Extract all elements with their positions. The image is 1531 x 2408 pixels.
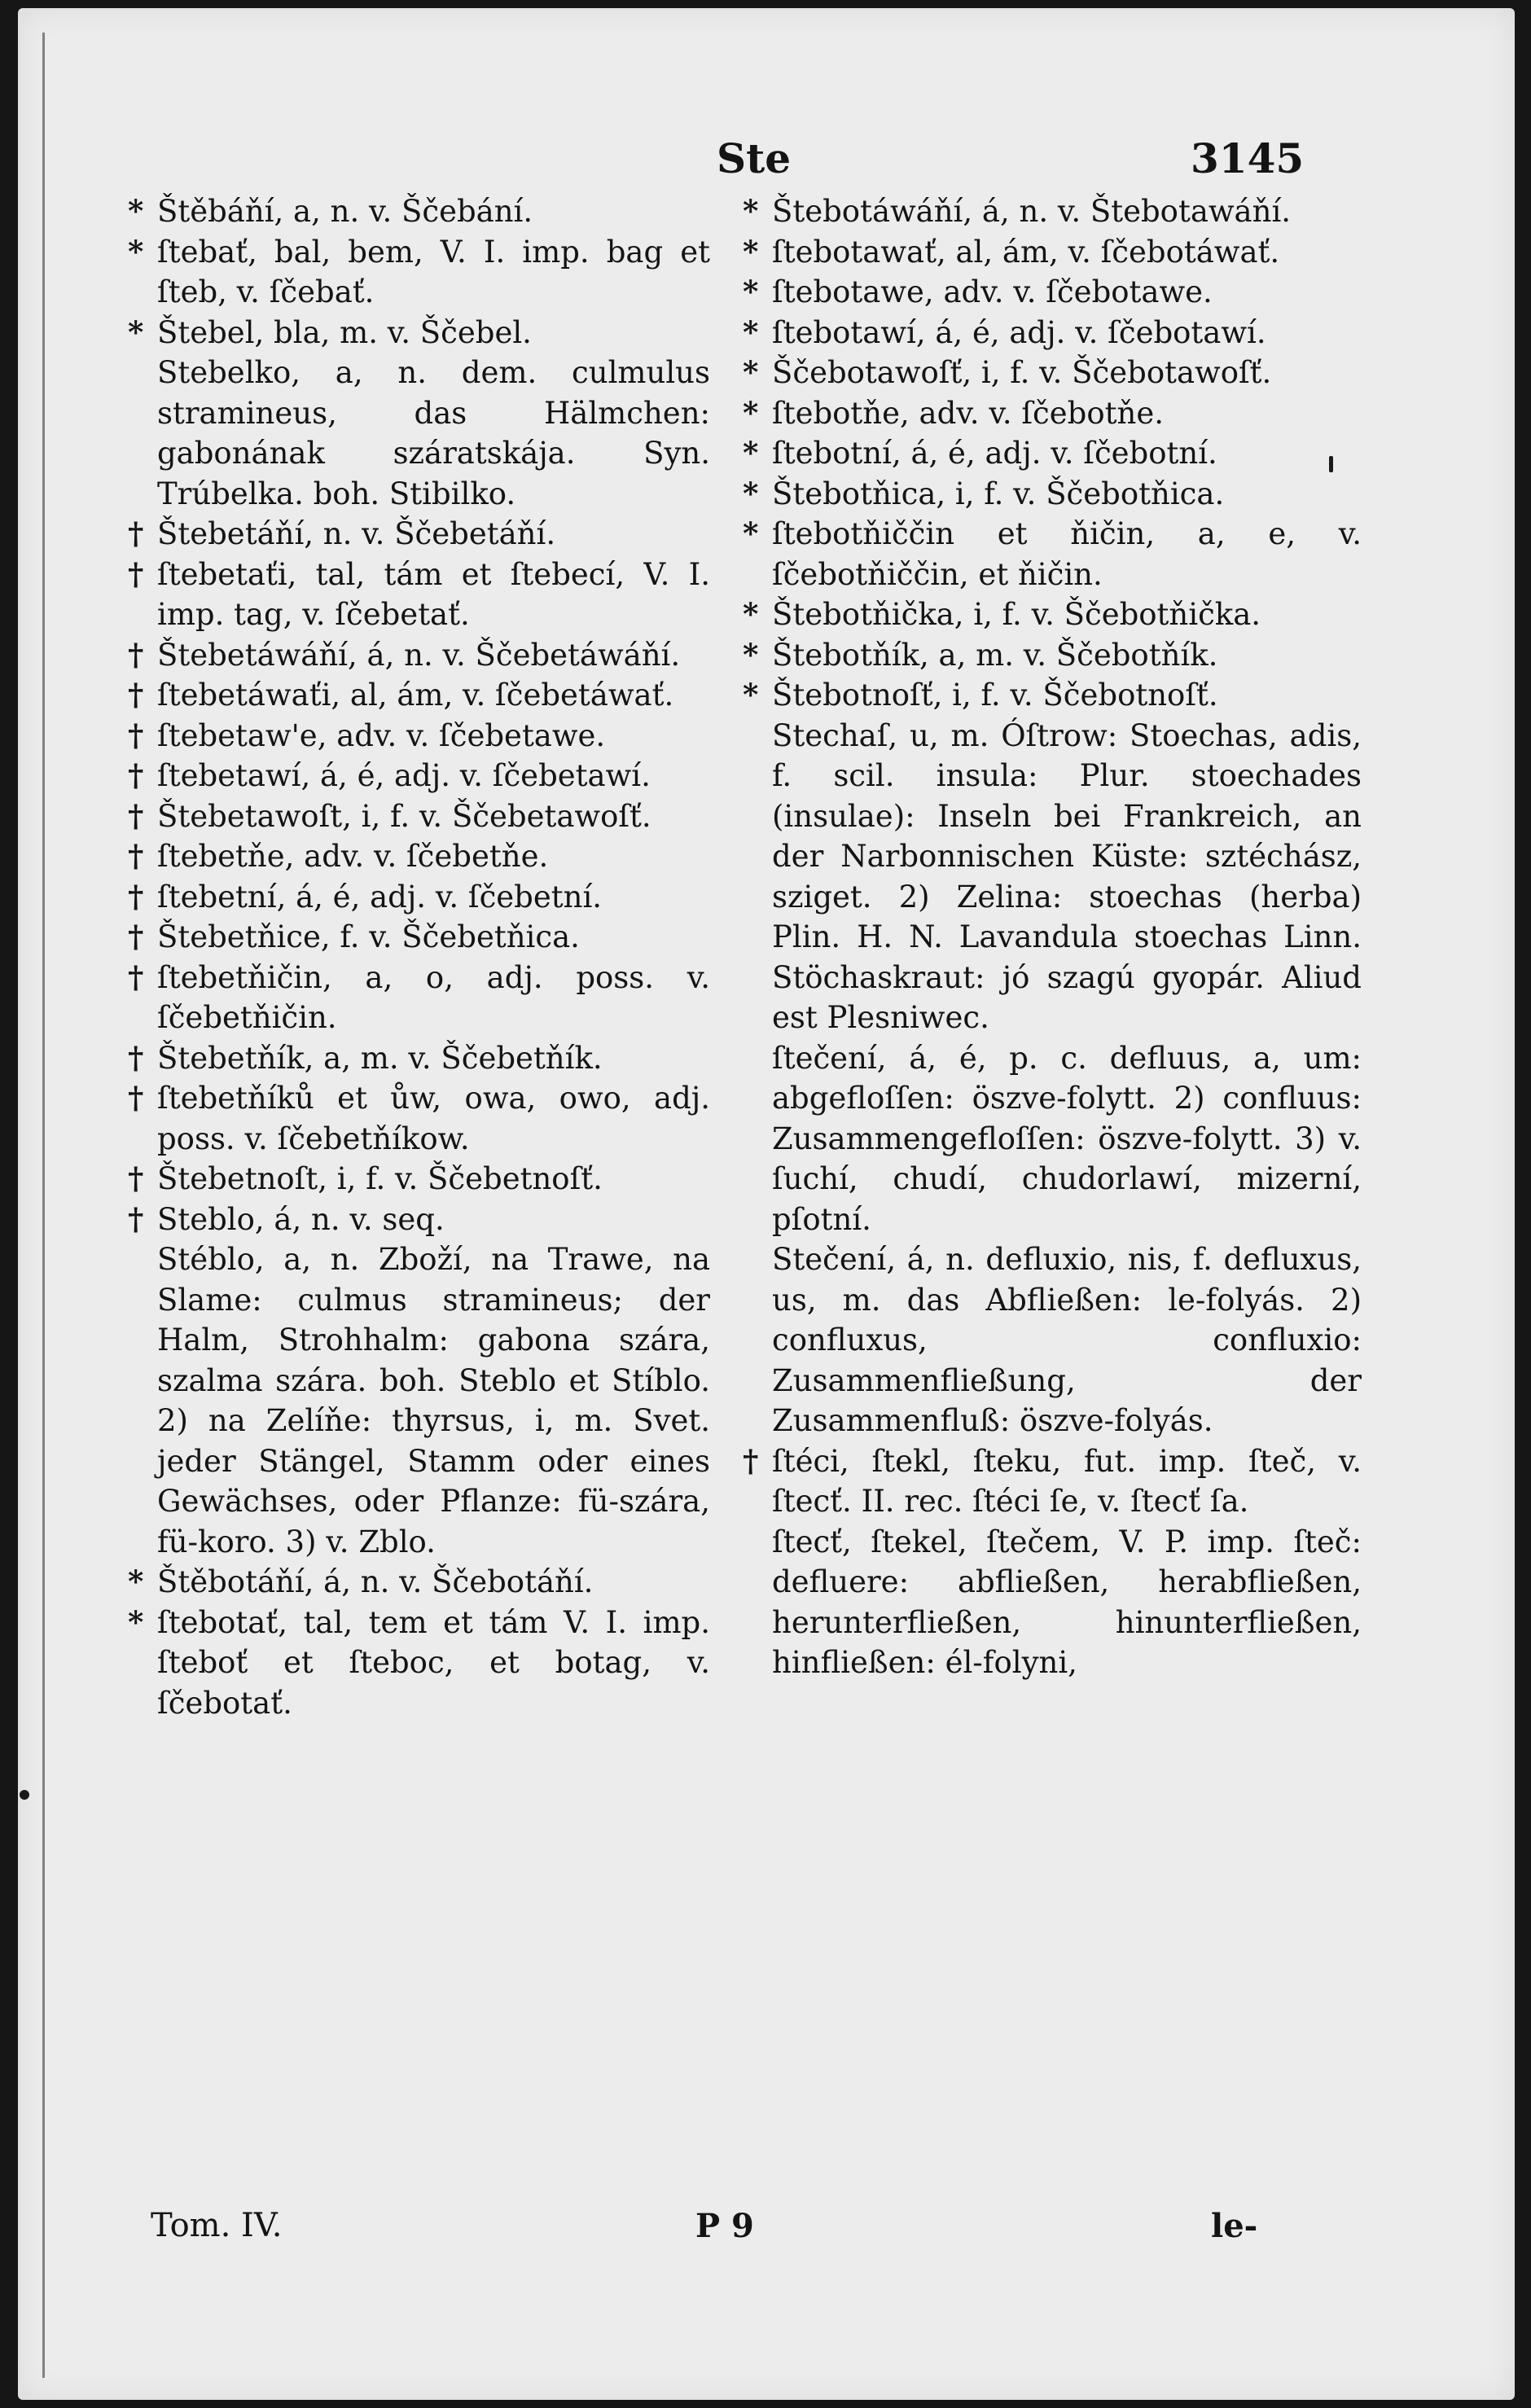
dictionary-entry [128,353,710,514]
dictionary-entry [128,1038,710,1079]
dictionary-entry [128,191,710,232]
entry-marker: * [743,515,759,551]
entry-marker: † [128,677,144,713]
entry-text: Štebetawoſt, i, f. v. Ščebetawoſť. [157,798,651,834]
entry-text: Stebelko, a, n. dem. culmulus stramineus, das Hälmchen: gabonának száratskája. Syn. Trúbelka. boh. Stibilko. [157,355,710,511]
entry-text: Štebel, bla, m. v. Ščebel. [157,314,532,350]
dictionary-entry [128,796,710,837]
binding-gutter [42,33,45,2378]
entry-marker: * [743,233,759,270]
dictionary-entry [743,1441,1362,1522]
entry-text: ſtečení, á, é, p. c. defluus, a, um: abgefloſſen: öszve-folytt. 2) confluus: Zusammengefloſſen: öszve-folytt. 3) v. ſuchí, chudí, chudorlawí, mizerní, pſotní. [772,1040,1362,1237]
entry-marker: † [743,1442,759,1479]
dictionary-entry [128,716,710,757]
entry-text: ſtebotať, tal, tem et tám V. I. imp. ſteboť et ſteboc, et botag, v. ſčebotať. [157,1604,710,1721]
catchword: le- [1211,2207,1258,2245]
dictionary-entry [743,433,1362,474]
entry-text: ſtebetňičin, a, o, adj. poss. v. ſčebetňičin. [157,959,710,1035]
ink-speck [1329,456,1333,472]
entry-marker: † [128,555,144,592]
dictionary-entry [743,232,1362,273]
entry-text: Štebetňík, a, m. v. Ščebetňík. [157,1040,603,1076]
entry-marker: * [128,1564,144,1599]
entry-text: ſtebetaw'e, adv. v. ſčebetawe. [157,717,606,753]
dictionary-entry [743,313,1362,353]
entry-text: Stečení, á, n. defluxio, nis, f. defluxus, us, m. das Abfließen: le-folyás. 2) confluxus, confluxio: Zusammenfließung, der Zusammenfluß: öszve-folyás. [772,1242,1362,1438]
entry-text: ſtebetňe, adv. v. ſčebetňe. [157,839,549,874]
dictionary-entry [743,393,1362,434]
running-head-word: Ste [717,134,792,182]
entry-marker: † [128,878,144,915]
entry-marker: * [128,193,144,229]
entry-text: Štebotňica, i, f. v. Ščebotňica. [772,476,1225,511]
dictionary-entry [743,675,1362,716]
entry-text: Steblo, á, n. v. seq. [157,1201,445,1237]
entry-text: Štebetnoſt, i, f. v. Ščebetnoſť. [157,1161,603,1196]
dictionary-entry [743,353,1362,393]
dictionary-entry [128,232,710,313]
dictionary-entry [743,594,1362,635]
entry-marker: * [743,596,759,632]
dictionary-entry [743,191,1362,232]
dictionary-entry [128,1603,710,1724]
dictionary-entry [128,1562,710,1603]
entry-text: ſtecť, ſtekel, ſtečem, V. P. imp. ſteč: defluere: abfließen, herabfließen, herunterfließen, hinunterfließen, hinfließen: él-folyni, [772,1524,1362,1680]
entry-marker: † [128,838,144,874]
entry-text: ſtebetaťi, tal, tám et ſtebecí, V. I. imp. tag, v. ſčebetať. [157,556,710,632]
dictionary-entry [743,514,1362,594]
signature-mark: P 9 [695,2207,754,2245]
entry-marker: † [128,1200,144,1237]
entry-marker: † [128,958,144,995]
volume-label: Tom. IV. [151,2207,283,2244]
entry-marker: * [743,193,759,229]
dictionary-entry [743,1239,1362,1441]
ink-speck [20,1790,29,1800]
dictionary-entry [128,1200,710,1240]
entry-text: Štebetáwáňí, á, n. v. Ščebetáwáňí. [157,637,681,673]
entry-marker: † [128,1160,144,1196]
dictionary-entry [128,1239,710,1562]
entry-text: Ščebotawoſť, i, f. v. Ščebotawoſť. [772,355,1272,390]
entry-text: ſtéci, ſtekl, ſteku, fut. imp. ſteč, v. ſtecť. II. rec. ſtéci ſe, v. ſtecť ſa. [772,1443,1362,1519]
entry-text: Štebotňička, i, f. v. Ščebotňička. [772,597,1261,632]
dictionary-entry [128,836,710,877]
dictionary-entry [128,1078,710,1159]
entry-marker: † [128,1039,144,1076]
entry-text: ſtebotňe, adv. v. ſčebotňe. [772,395,1164,431]
entry-text: ſtebotawí, á, é, adj. v. ſčebotawí. [772,314,1266,350]
dictionary-entry [128,756,710,796]
dictionary-entry [128,514,710,555]
running-head [18,134,1515,183]
entry-marker: * [743,475,759,511]
right-column [743,191,1362,1683]
entry-marker: † [128,757,144,793]
entry-text: Štěbáňí, a, n. v. Ščebání. [157,194,533,229]
dictionary-entry [743,716,1362,1038]
entry-text: ſtebať, bal, bem, V. I. imp. bag et ſteb, v. ſčebať. [157,234,710,309]
dictionary-entry [128,675,710,716]
entry-text: ſtebetáwaťi, al, ám, v. ſčebetáwať. [157,678,674,713]
entry-marker: * [743,636,759,673]
entry-marker: † [128,636,144,673]
entry-marker: † [128,1080,144,1116]
entry-text: Stéblo, a, n. Zboží, na Trawe, na Slame: culmus stramineus; der Halm, Strohhalm: gabona szára, szalma szára. boh. Steblo et Stíblo. 2) na Zelíňe: thyrsus, i, m. Svet. jeder Stängel, Stamm oder eines Gewächses, oder Pflanze: fü-szára, fü-koro. 3) v. Zblo. [157,1242,710,1559]
entry-marker: † [128,919,144,954]
entry-text: Stechaſ, u, m. Óſtrow: Stoechas, adis, f. scil. insula: Plur. stoechades (insulae): Inseln bei Frankreich, an der Narbonnischen Küste: sztéchász, sziget. 2) Zelina: stoechas (herba) Plin. H. N. Lavandula stoechas Linn. Stöchaskraut: jó szagú gyopár. Aliud est Plesniwec. [772,717,1362,1035]
entry-text: ſtebotawať, al, ám, v. ſčebotáwať. [772,234,1280,270]
entry-marker: * [128,1603,144,1640]
entry-marker: * [743,354,759,390]
entry-text: Štebotnoſť, i, f. v. Ščebotnoſť. [772,678,1218,713]
page-number: 3145 [1191,134,1305,182]
entry-marker: † [128,797,144,834]
entry-marker: * [743,677,759,713]
entry-marker: * [743,435,759,471]
page-footer [18,2207,1515,2256]
entry-text: ſtebotawe, adv. v. ſčebotawe. [772,274,1213,309]
entry-text: Štěbotáňí, á, n. v. Ščebotáňí. [157,1564,594,1599]
dictionary-entry [128,555,710,635]
entry-marker: † [128,717,144,753]
dictionary-entry [743,474,1362,515]
entry-text: ſtebetawí, á, é, adj. v. ſčebetawí. [157,758,651,793]
dictionary-entry [128,635,710,676]
entry-text: ſtebotní, á, é, adj. v. ſčebotní. [772,436,1217,471]
dictionary-entry [743,272,1362,313]
entry-text: Štebotňík, a, m. v. Ščebotňík. [772,637,1218,673]
entry-text: Štebetáňí, n. v. Ščebetáňí. [157,516,556,551]
dictionary-entry [743,1038,1362,1240]
entry-text: Štebotáwáňí, á, n. v. Štebotawáňí. [772,194,1292,229]
entry-text: Štebetňice, f. v. Ščebetňica. [157,919,580,954]
entry-marker: * [743,274,759,309]
entry-marker: † [128,515,144,551]
dictionary-entry [128,313,710,353]
dictionary-entry [128,958,710,1038]
entry-text: ſtebotňiččin et ňičin, a, e, v. ſčebotňiččin, et ňičin. [772,516,1362,592]
entry-text: ſtebetní, á, é, adj. v. ſčebetní. [157,879,603,915]
dictionary-entry [743,1522,1362,1683]
entry-text: ſtebetňíků et ůw, owa, owo, adj. poss. v. ſčebetňíkow. [157,1081,710,1156]
entry-marker: * [743,394,759,431]
dictionary-entry [128,877,710,918]
dictionary-page [18,8,1515,2400]
entry-marker: * [743,314,759,350]
dictionary-entry [128,1159,710,1200]
left-column [128,191,710,1723]
dictionary-entry [743,635,1362,676]
entry-marker: * [128,233,144,270]
entry-marker: * [128,314,144,350]
dictionary-entry [128,917,710,958]
